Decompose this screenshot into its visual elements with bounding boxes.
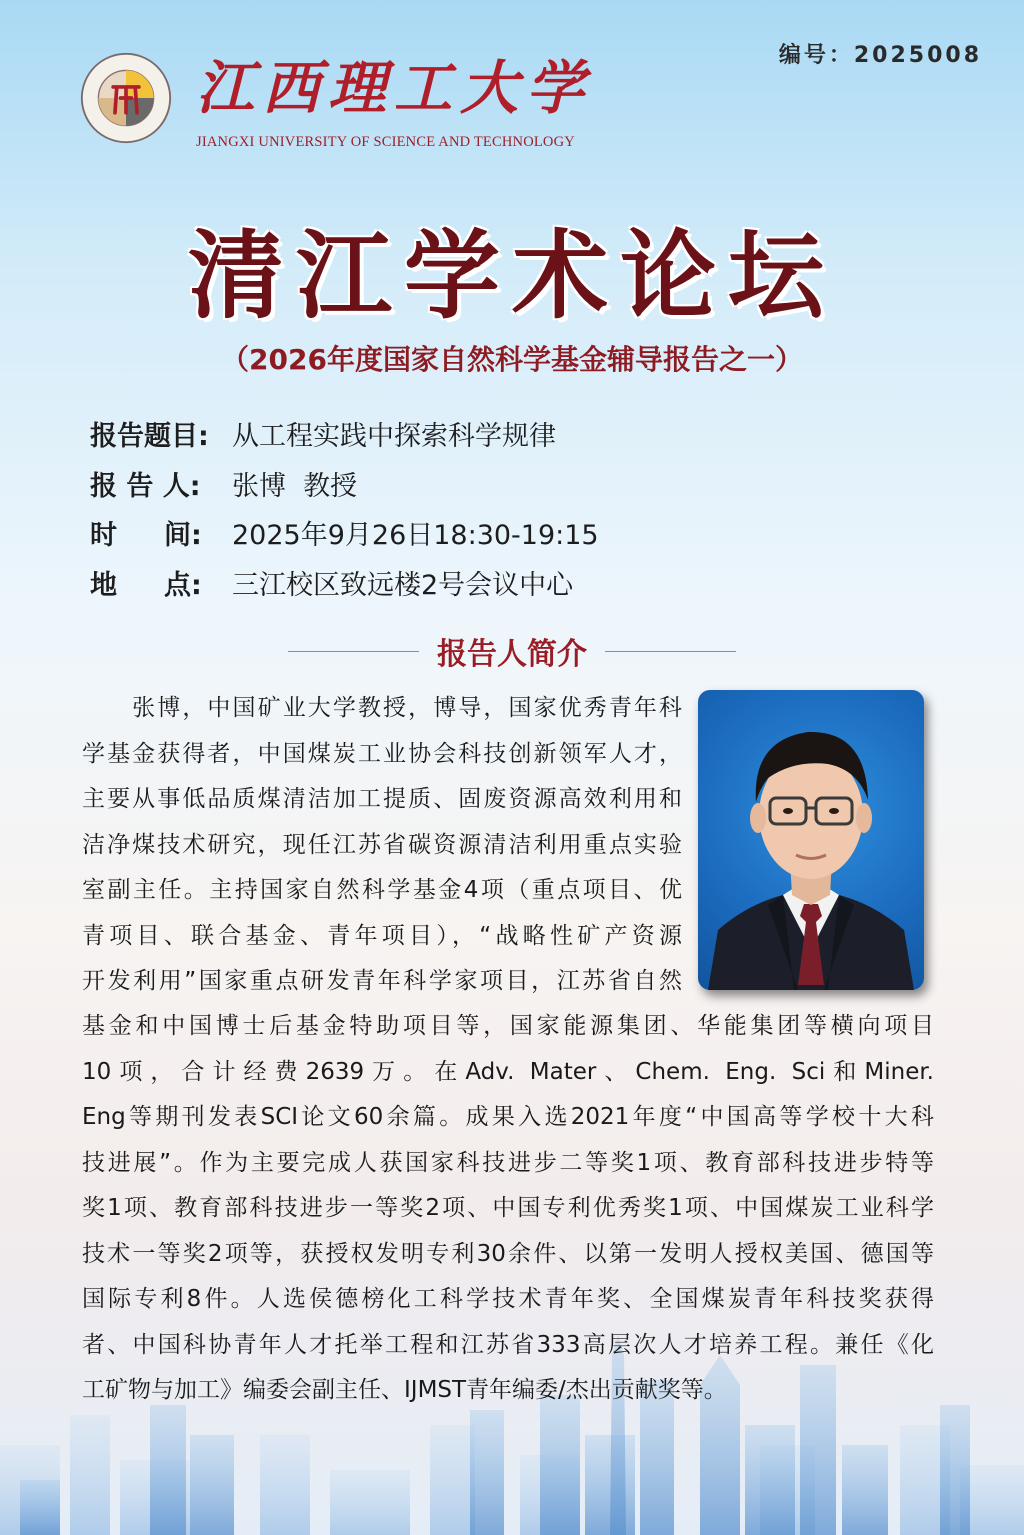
info-row-topic <box>90 414 599 464</box>
forum-title: 清江学术论坛 <box>188 220 836 332</box>
bio-section-header <box>288 628 736 674</box>
topic-label: 报告题目: <box>90 421 209 452</box>
portrait-illustration <box>698 690 924 990</box>
location-label: 地 点: <box>90 569 202 601</box>
bio-line: 青项目、联合基金、青年项目），“战略性矿产资源 <box>82 922 682 949</box>
bio-line: 主要从事低品质煤清洁加工提质、固废资源高效利用和 <box>82 786 682 812</box>
bio-line: 洁净煤技术研究，现任江苏省碳资源清洁利用重点实验 <box>82 831 682 858</box>
time-value: 2025年9月26日18:30-19:15 <box>232 520 599 551</box>
info-row-time <box>90 513 599 563</box>
bio-line: 技术一等奖2项等，获授权发明专利30余件、以第一发明人授权美国、德国等 <box>82 1240 934 1267</box>
time-label: 时 间: <box>90 520 202 551</box>
bio-line: 基金和中国博士后基金特助项目等，国家能源集团、华能集团等横向项目 <box>82 1013 934 1039</box>
bio-line: 工矿物与加工》编委会副主任、IJMST青年编委/杰出贡献奖等。 <box>82 1377 727 1403</box>
topic-value: 从工程实践中探索科学规律 <box>232 421 556 452</box>
speaker-value: 张博 教授 <box>232 470 358 502</box>
bio-line: 室副主任。主持国家自然科学基金4项（重点项目、优 <box>82 877 682 903</box>
university-seal-logo <box>80 52 172 144</box>
speaker-label: 报 告 人: <box>90 470 201 502</box>
info-row-location <box>90 563 599 613</box>
bio-heading: 报告人简介 <box>437 637 587 672</box>
bio-line: Eng等期刊发表SCI论文60余篇。成果入选2021年度“中国高等学校十大科 <box>82 1104 934 1130</box>
bio-line: 10项，合计经费2639万。在Adv. Mater、Chem. Eng. Sci和Miner. <box>82 1058 934 1085</box>
bio-paragraph-upper <box>82 686 682 1005</box>
divider-right <box>605 651 736 652</box>
speaker-photo <box>698 690 924 990</box>
university-name-cn: 江西理工大学 <box>196 54 593 122</box>
location-value: 三江校区致远楼2号会议中心 <box>232 569 574 601</box>
bio-line: 技进展”。作为主要完成人获国家科技进步二等奖1项、教育部科技进步特等 <box>82 1149 934 1176</box>
bio-line: 开发利用”国家重点研发青年科学家项目，江苏省自然 <box>82 968 682 994</box>
bio-paragraph-lower <box>82 1004 934 1414</box>
university-name-en: JIANGXI UNIVERSITY OF SCIENCE AND TECHNOLOGY <box>196 134 575 150</box>
bio-line: 国际专利8件。人选侯德榜化工科学技术青年奖、全国煤炭青年科技奖获得 <box>82 1286 934 1312</box>
bio-line: 者、中国科协青年人才托举工程和江苏省333高层次人才培养工程。兼任《化 <box>82 1331 934 1358</box>
talk-info <box>90 414 599 612</box>
bio-line: 学基金获得者，中国煤炭工业协会科技创新领军人才， <box>82 740 682 767</box>
info-row-speaker <box>90 464 599 514</box>
bio-line: 张博，中国矿业大学教授，博导，国家优秀青年科 <box>82 695 682 721</box>
serial-number: 编号：2025008 <box>778 43 982 68</box>
forum-subtitle: （2026年度国家自然科学基金辅导报告之一） <box>221 343 803 376</box>
divider-left <box>288 651 419 652</box>
bio-line: 奖1项、教育部科技进步一等奖2项、中国专利优秀奖1项、中国煤炭工业科学 <box>82 1195 934 1221</box>
